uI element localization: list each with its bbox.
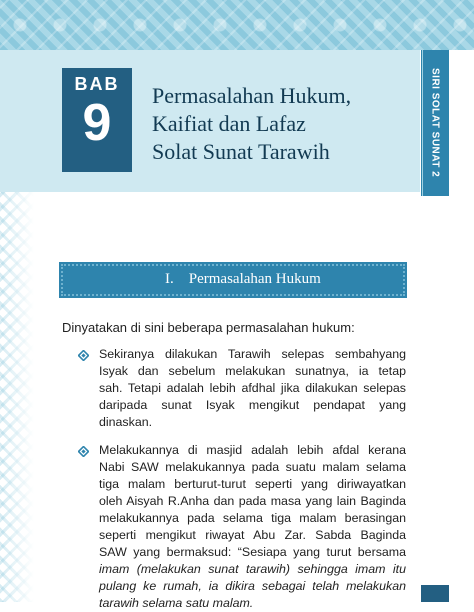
chapter-title [152,82,412,166]
decorative-side-pattern [0,190,34,602]
intro-text: Dinyatakan di sini beberapa permasalahan hukum: [62,320,355,335]
list-item-line: melakukannya pada selama tiga malam berasingan [99,511,406,525]
list-item-line: imam (melakukan sunat tarawih) sehingga imam itu [99,562,406,576]
list-item-line: Isyak dan sebelum melakukan sunatnya, ia tetap [99,364,406,378]
section-number: I. [165,271,174,287]
chapter-number-box [62,68,132,172]
list-item [99,442,406,612]
page-corner-tab [421,585,449,602]
list-item-line: seperti mengikut riwayat Abu Zar. Sabda Baginda [99,528,406,542]
list-item-line: dinaskan. [99,415,153,429]
list-item-line: pulang ke rumah, ia dikira sebagai telah melakukan [99,579,406,593]
list-item-line: Nabi SAW melakukannya pada suatu malam selama [99,460,406,474]
list-item-line: Melakukannya di masjid adalah lebih afdal kerana [99,443,406,457]
list-item [99,346,406,431]
section-header [61,264,405,296]
list-item-line: SAW yang bermaksud: “Sesiapa yang turut bersama [99,545,406,559]
diamond-bullet-icon [78,350,89,361]
chapter-label: BAB [74,74,120,94]
chapter-number: 9 [82,94,112,152]
chapter-title-line: Kaifiat dan Lafaz [152,111,306,136]
list-item-line: oleh Aisyah R.Anha dan pada masa yang lain Baginda [99,494,406,508]
chapter-title-line: Permasalahan Hukum, [152,83,352,108]
decorative-pattern-band [0,0,474,50]
series-label [422,50,448,196]
list-item-line: Sekiranya dilakukan Tarawih selepas sembahyang [99,347,406,361]
list-item-line: sah. Tetapi adalah lebih afdhal jika dilakukan selepas [99,381,406,395]
list-item-line: tiga malam berturut-turut seperti yang diriwayatkan [99,477,406,491]
diamond-bullet-icon [78,446,89,457]
series-label-text: SIRI SOLAT SUNAT 2 [429,68,441,178]
list-item-line: daripada sunat Isyak mengikut pendapat yang [99,398,406,412]
section-title-text: Permasalahan Hukum [188,271,321,287]
chapter-title-line: Solat Sunat Tarawih [152,139,330,164]
list-item-line: tarawih selama satu malam. [99,596,254,610]
section-title [165,271,321,288]
